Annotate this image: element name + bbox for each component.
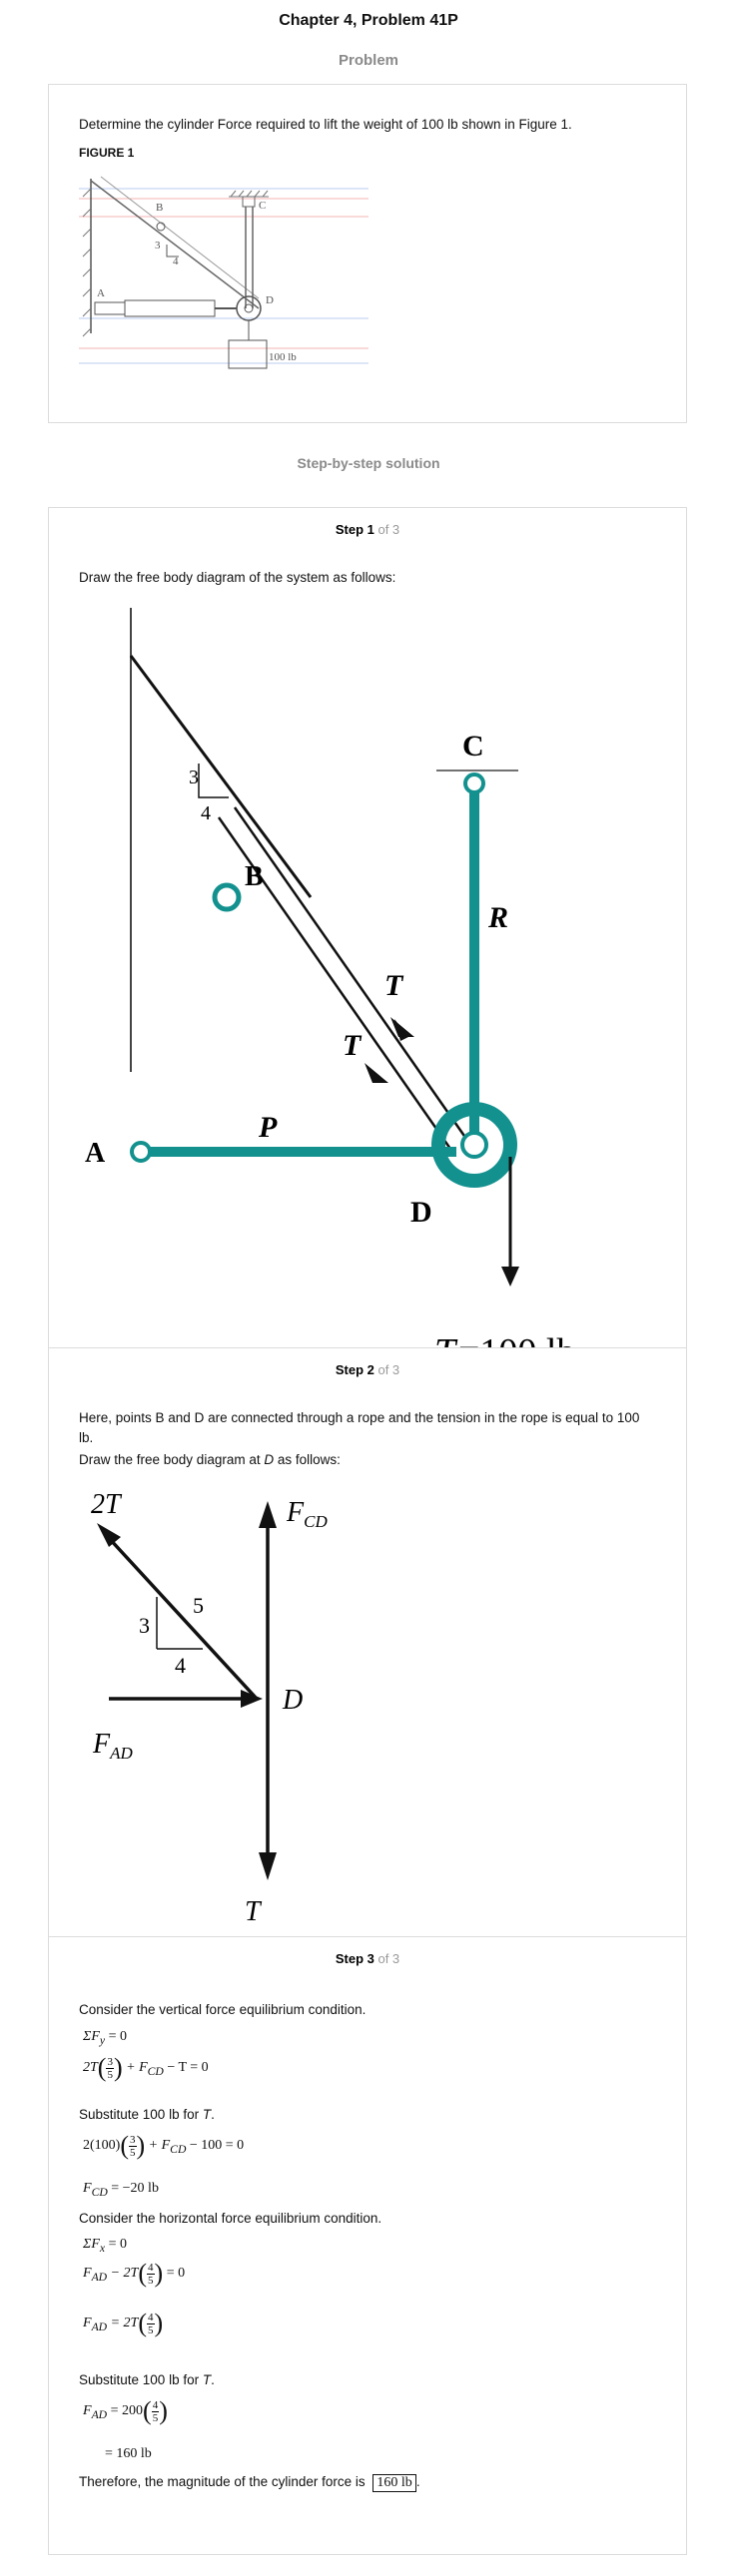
- fbd2-label-2t: 2T: [91, 1489, 121, 1520]
- fig-label-b: B: [156, 202, 164, 214]
- eq-horizontal: $F_{AD} - 2T$( $\frac{4}{5}$ ) = 0: [83, 2259, 186, 2288]
- fbd2-label-fcd: $F_{CD}$: [287, 1497, 328, 1531]
- eq-fad-result: = 160 lb: [105, 2446, 152, 2461]
- step-3-conclusion: Therefore, the magnitude of the cylinder force is 160 lb .: [79, 2474, 420, 2490]
- eq-fad-sub: $F_{AD} = 200$( $\frac{4}{5}$ ): [83, 2396, 168, 2425]
- fbd2-label-3: 3: [139, 1613, 150, 1638]
- eq-fad: $F_{AD} = 2T$( $\frac{4}{5}$ ): [83, 2309, 164, 2337]
- problem-heading: Problem: [338, 52, 398, 69]
- eq-sum-fx: $\Sigma F_x = 0$: [83, 2237, 127, 2255]
- fbd2-label-5: 5: [193, 1593, 204, 1618]
- fbd1-label-t1: T: [384, 969, 403, 1002]
- fbd1-label-b: B: [245, 861, 264, 892]
- fig-label-a: A: [97, 287, 105, 299]
- fig-label-c: C: [259, 200, 267, 212]
- step-3-p2: Substitute 100 lb for T.: [79, 2107, 215, 2122]
- step-1-fbd: [49, 598, 688, 1316]
- fbd1-label-r: R: [488, 901, 509, 934]
- step-1-heading: Step 1 of 3: [335, 522, 400, 537]
- step-2-text2: Draw the free body diagram at D as follows:: [79, 1452, 341, 1467]
- fig-label-4: 4: [173, 256, 179, 267]
- fig-label-3: 3: [155, 240, 161, 252]
- eq-vertical-sub: 2(100)( $\frac{3}{5}$ ) + $F_{CD} - 100 = 0$: [83, 2131, 245, 2160]
- step-2-heading: Step 2 of 3: [335, 1362, 400, 1377]
- fbd1-label-4: 4: [201, 802, 211, 824]
- fbd2-label-t: T: [245, 1896, 261, 1927]
- page-title: Chapter 4, Problem 41P: [279, 12, 458, 29]
- step-2-fbd: [49, 1473, 688, 1932]
- fbd2-label-d: D: [283, 1685, 304, 1716]
- step-2-text: Here, points B and D are connected through a rope and the tension in the rope is equal to 100 lb.: [79, 1410, 640, 1445]
- eq-vertical: 2T( $\frac{3}{5}$ ) + $F_{CD} - T = 0$: [83, 2053, 209, 2082]
- step-1-card: [48, 507, 687, 1348]
- fbd2-label-fad: $F_{AD}$: [93, 1729, 133, 1763]
- eq-sum-fy: $\Sigma F_y = 0$: [83, 2029, 127, 2047]
- fbd2-label-4: 4: [175, 1653, 186, 1678]
- fig-label-d: D: [266, 294, 274, 306]
- step-3-card: [48, 1936, 687, 2555]
- step-3-p4: Substitute 100 lb for T.: [79, 2372, 215, 2387]
- fbd1-label-3: 3: [189, 767, 199, 788]
- eq-fcd-result: $F_{CD} = -20$ lb: [83, 2181, 159, 2199]
- step-3-p3: Consider the horizontal force equilibrium condition.: [79, 2211, 382, 2226]
- step-1-text: Draw the free body diagram of the system as follows:: [79, 570, 396, 585]
- step-3-p1: Consider the vertical force equilibrium condition.: [79, 2002, 367, 2017]
- problem-figure: [79, 169, 378, 383]
- fbd1-label-c: C: [462, 730, 484, 763]
- problem-text: Determine the cylinder Force required to lift the weight of 100 lb shown in Figure 1.: [79, 117, 572, 132]
- problem-card: [48, 84, 687, 423]
- step-2-card: [48, 1347, 687, 1937]
- fbd1-label-t2: T: [343, 1029, 362, 1062]
- figure-label: FIGURE 1: [79, 146, 135, 160]
- answer-box: 160 lb: [372, 2474, 415, 2492]
- solution-heading: Step-by-step solution: [297, 455, 440, 471]
- fbd1-label-p: P: [259, 1111, 278, 1144]
- fig-weight-label: 100 lb: [269, 351, 297, 363]
- fbd1-label-a: A: [85, 1138, 106, 1169]
- step-3-heading: Step 3 of 3: [335, 1951, 400, 1966]
- fbd1-label-d: D: [410, 1196, 432, 1229]
